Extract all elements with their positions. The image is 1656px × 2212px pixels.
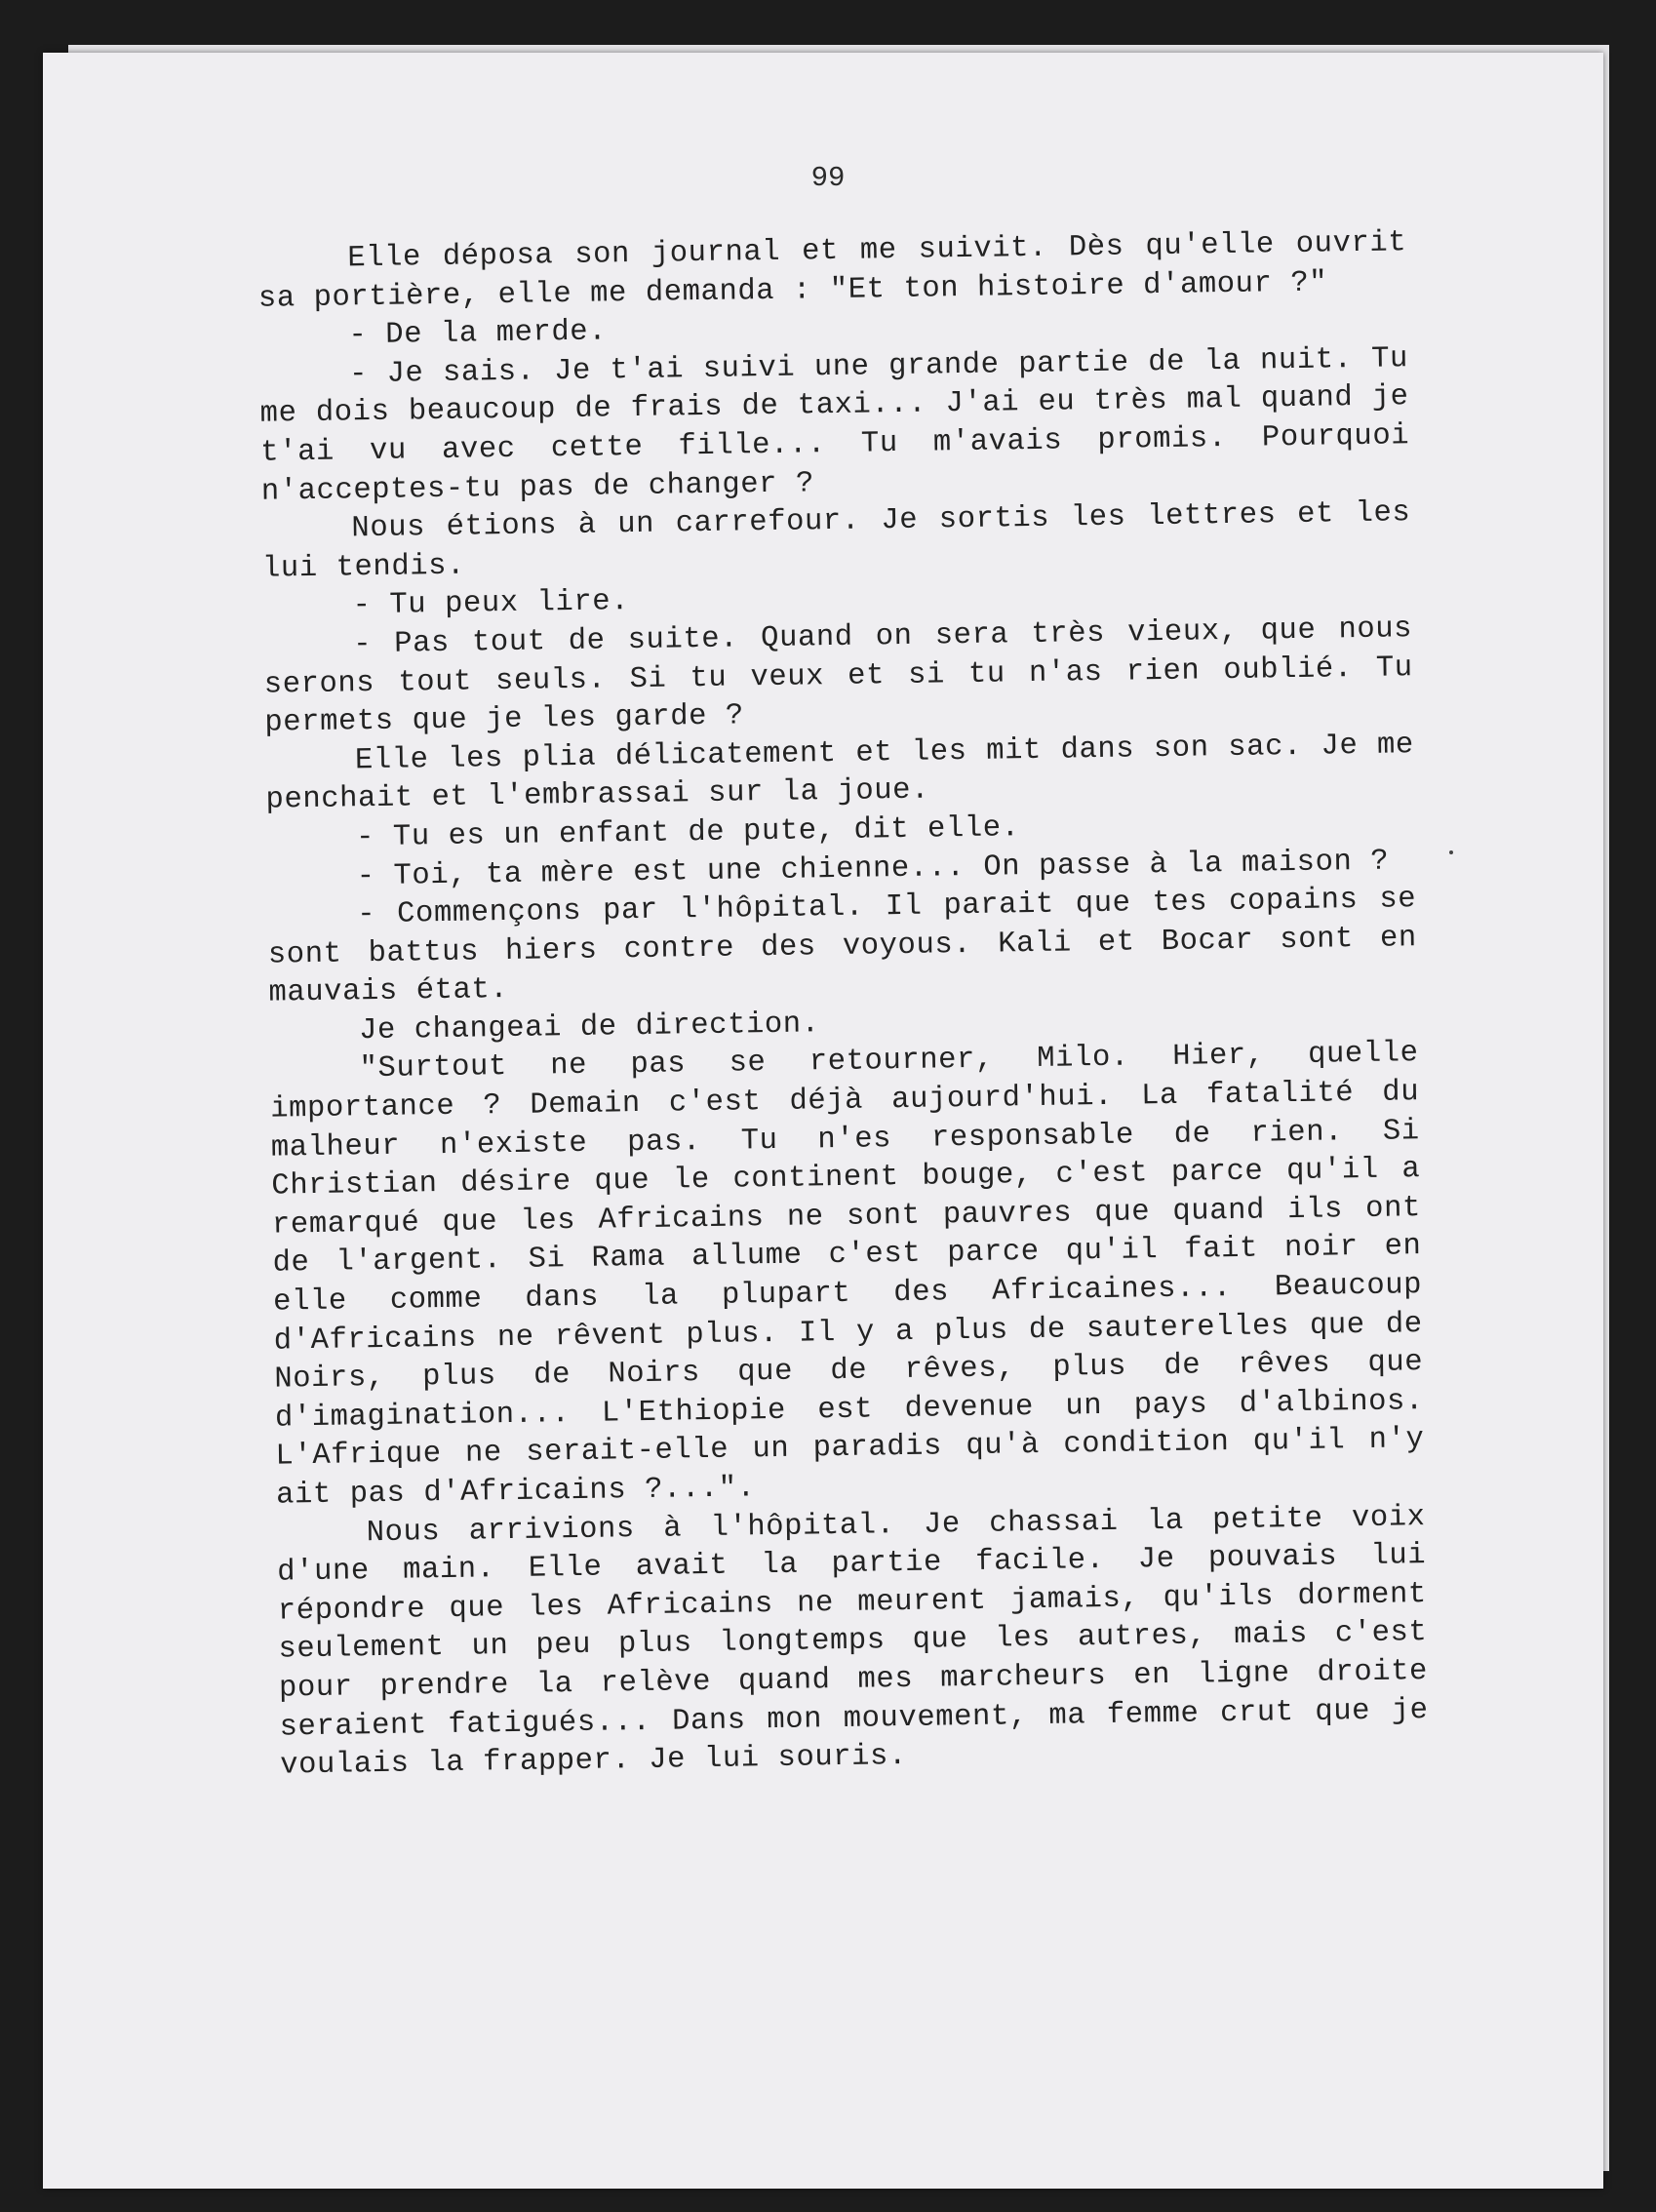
paragraph-12: "Surtout ne pas se retourner, Milo. Hier, quelle importance ? Demain c'est déjà aujourd'hui. La fatalité du malheur n'existe pas. Tu n'es responsable de rien. Si Christian désire que le continent bouge, c'est parce qu'il a remarqué que les Africains ne sont pauvres que quand ils ont de l'argent. Si Rama allume c'est parce qu'il fait noir en elle comme dans la plupart des Africaines... Beaucoup d'Africains ne rêvent plus. Il y a plus de sauterelles que de Noirs, plus de Noirs que de rêves, plus de rêves que d'imagination... L'Ethiopie est devenue un pays d'albinos. L'Afrique ne serait-elle un paradis qu'à condition qu'il n'y ait pas d'Africains ?...". [270, 1037, 1425, 1513]
page-number: 99 [810, 162, 846, 194]
paragraph-5: - Tu peux lire. [352, 585, 630, 623]
paragraph-11: Je changeai de direction. [358, 1007, 820, 1048]
paragraph-1: Elle déposa son journal et me suivit. Dès qu'elle ouvrit sa portière, elle me demanda : "Et ton histoire d'amour ?" [257, 226, 1407, 316]
paragraph-8: - Tu es un enfant de pute, dit elle. [355, 811, 1020, 855]
paragraph-3: - Je sais. Je t'ai suivi une grande partie de la nuit. Tu me dois beaucoup de frais de taxi... J'ai eu très mal quand je t'ai vu avec cette fille... Tu m'avais promis. Pourquoi n'acceptes-tu pas de changer ? [259, 342, 1410, 509]
paper-speck [1449, 850, 1453, 854]
paragraph-7: Elle les plia délicatement et les mit dans son sac. Je me penchait et l'embrassai sur la joue. [265, 728, 1415, 817]
paragraph-10: - Commençons par l'hôpital. Il parait que tes copains se sont battus hiers contre des voyous. Kali et Bocar sont en mauvais état. [267, 883, 1418, 1010]
paragraph-9: - Toi, ta mère est une chienne... On passe à la maison ? [356, 845, 1390, 893]
paragraph-6: - Pas tout de suite. Quand on sera très vieux, que nous serons tout seuls. Si tu veux et si tu n'as rien oublié. Tu permets que je les garde ? [263, 612, 1413, 740]
paragraph-2: - De la merde. [348, 315, 608, 353]
typed-page [43, 53, 1603, 2189]
paragraph-13: Nous arrivions à l'hôpital. Je chassai la petite voix d'une main. Elle avait la partie facile. Je pouvais lui répondre que les Africains ne meurent jamais, qu'ils dorment seulement un peu plus longtemps que les autres, mais c'est pour prendre la relève quand mes marcheurs en ligne droite seraient fatigués... Dans mon mouvement, ma femme crut que je voulais la frapper. Je lui souris. [277, 1500, 1429, 1783]
paragraph-4: Nous étions à un carrefour. Je sortis les lettres et les lui tendis. [261, 496, 1411, 586]
body-text [257, 224, 1429, 1786]
